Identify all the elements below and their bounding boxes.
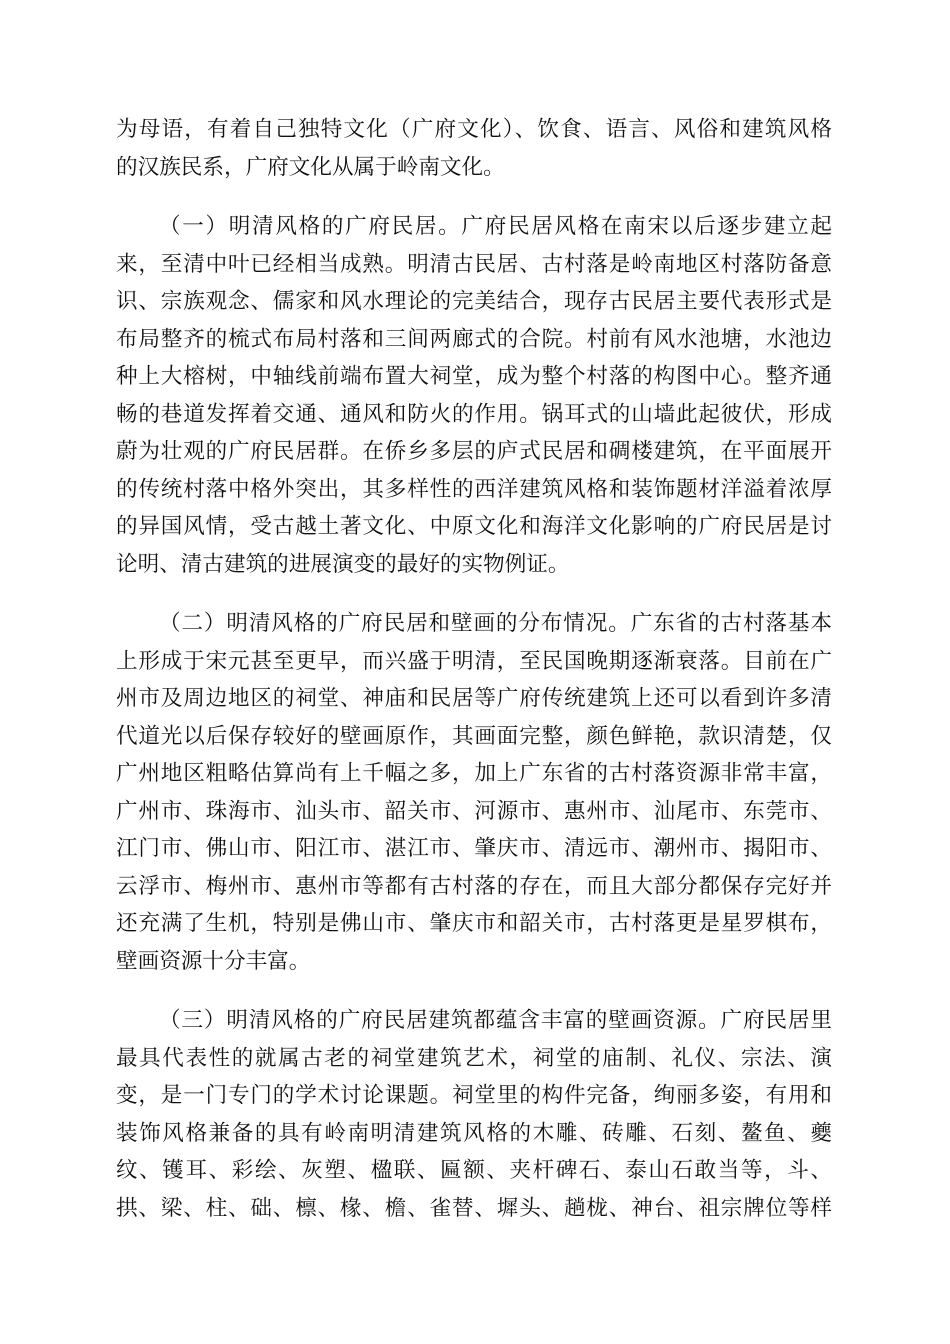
text-line: 变，是一门专门的学术讨论课题。祠堂里的构件完备，绚丽多姿，有用和 [116, 1083, 832, 1108]
text-line: 来，至清中叶已经相当成熟。明清古民居、古村落是岭南地区村落防备意 [116, 251, 832, 277]
text-line: 的汉族民系，广府文化从属于岭南文化。 [116, 154, 505, 180]
text-line: 广州市、珠海市、汕头市、韶关市、河源市、惠州市、汕尾市、东莞市、 [116, 798, 832, 824]
text-line: 装饰风格兼备的具有岭南明清建筑风格的木雕、砖雕、石刻、鳌鱼、夔 [116, 1120, 832, 1146]
text-line: 广州地区粗略估算尚有上千幅之多，加上广东省的古村落资源非常丰富， [116, 761, 832, 786]
text-line: 代道光以后保存较好的壁画原作，其画面完整，颜色鲜艳，款识清楚，仅 [116, 723, 832, 749]
paragraph-intro-continuation [116, 111, 832, 186]
text-line: 州市及周边地区的祠堂、神庙和民居等广府传统建筑上还可以看到许多清 [116, 686, 832, 711]
text-line: 云浮市、梅州市、惠州市等都有古村落的存在，而且大部分都保存完好并 [116, 873, 832, 899]
text-line: 种上大榕树，中轴线前端布置大祠堂，成为整个村落的构图中心。整齐通 [116, 364, 832, 389]
text-line: （三）明清风格的广府民居建筑都蕴含丰富的壁画资源。广府民居里 [159, 1008, 832, 1033]
text-line: 上形成于宋元甚至更早，而兴盛于明清，至民国晚期逐渐衰落。目前在广 [116, 648, 832, 674]
text-line: 的异国风情，受古越土著文化、中原文化和海洋文化影响的广府民居是讨 [116, 514, 832, 539]
paragraph-section-2 [116, 605, 832, 980]
text-line: （一）明清风格的广府民居。广府民居风格在南宋以后逐步建立起 [159, 214, 832, 239]
text-line: 江门市、佛山市、阳江市、湛江市、肇庆市、清远市、潮州市、揭阳市、 [116, 836, 832, 861]
text-line: 蔚为壮观的广府民居群。在侨乡多层的庐式民居和碉楼建筑，在平面展开 [116, 439, 832, 464]
document-page [116, 111, 832, 1249]
text-line: （二）明清风格的广府民居和壁画的分布情况。广东省的古村落基本 [159, 611, 832, 636]
text-line: 壁画资源十分丰富。 [116, 948, 311, 974]
text-line: 最具代表性的就属古老的祠堂建筑艺术，祠堂的庙制、礼仪、宗法、演 [116, 1045, 832, 1071]
text-line: 论明、清古建筑的进展演变的最好的实物例证。 [116, 551, 570, 577]
text-line: 识、宗族观念、儒家和风水理论的完美结合，现存古民居主要代表形式是 [116, 289, 832, 314]
text-line: 纹、镬耳、彩绘、灰塑、楹联、匾额、夹杆碑石、泰山石敢当等，斗、 [116, 1158, 832, 1183]
paragraph-section-3 [116, 1002, 832, 1227]
text-line: 的传统村落中格外突出，其多样性的西洋建筑风格和装饰题材洋溢着浓厚 [116, 476, 832, 502]
text-line: 为母语，有着自己独特文化（广府文化）、饮食、语言、风俗和建筑风格 [116, 117, 832, 142]
text-line: 还充满了生机，特别是佛山市、肇庆市和韶关市，古村落更是星罗棋布， [116, 911, 832, 936]
text-line: 布局整齐的梳式布局村落和三间两廊式的合院。村前有风水池塘，水池边 [116, 326, 832, 352]
text-line: 拱、梁、柱、础、檩、椽、檐、雀替、墀头、趟栊、神台、祖宗牌位等样 [116, 1195, 832, 1221]
paragraph-section-1 [116, 208, 832, 583]
text-line: 畅的巷道发挥着交通、通风和防火的作用。锅耳式的山墙此起彼伏，形成 [116, 401, 832, 427]
